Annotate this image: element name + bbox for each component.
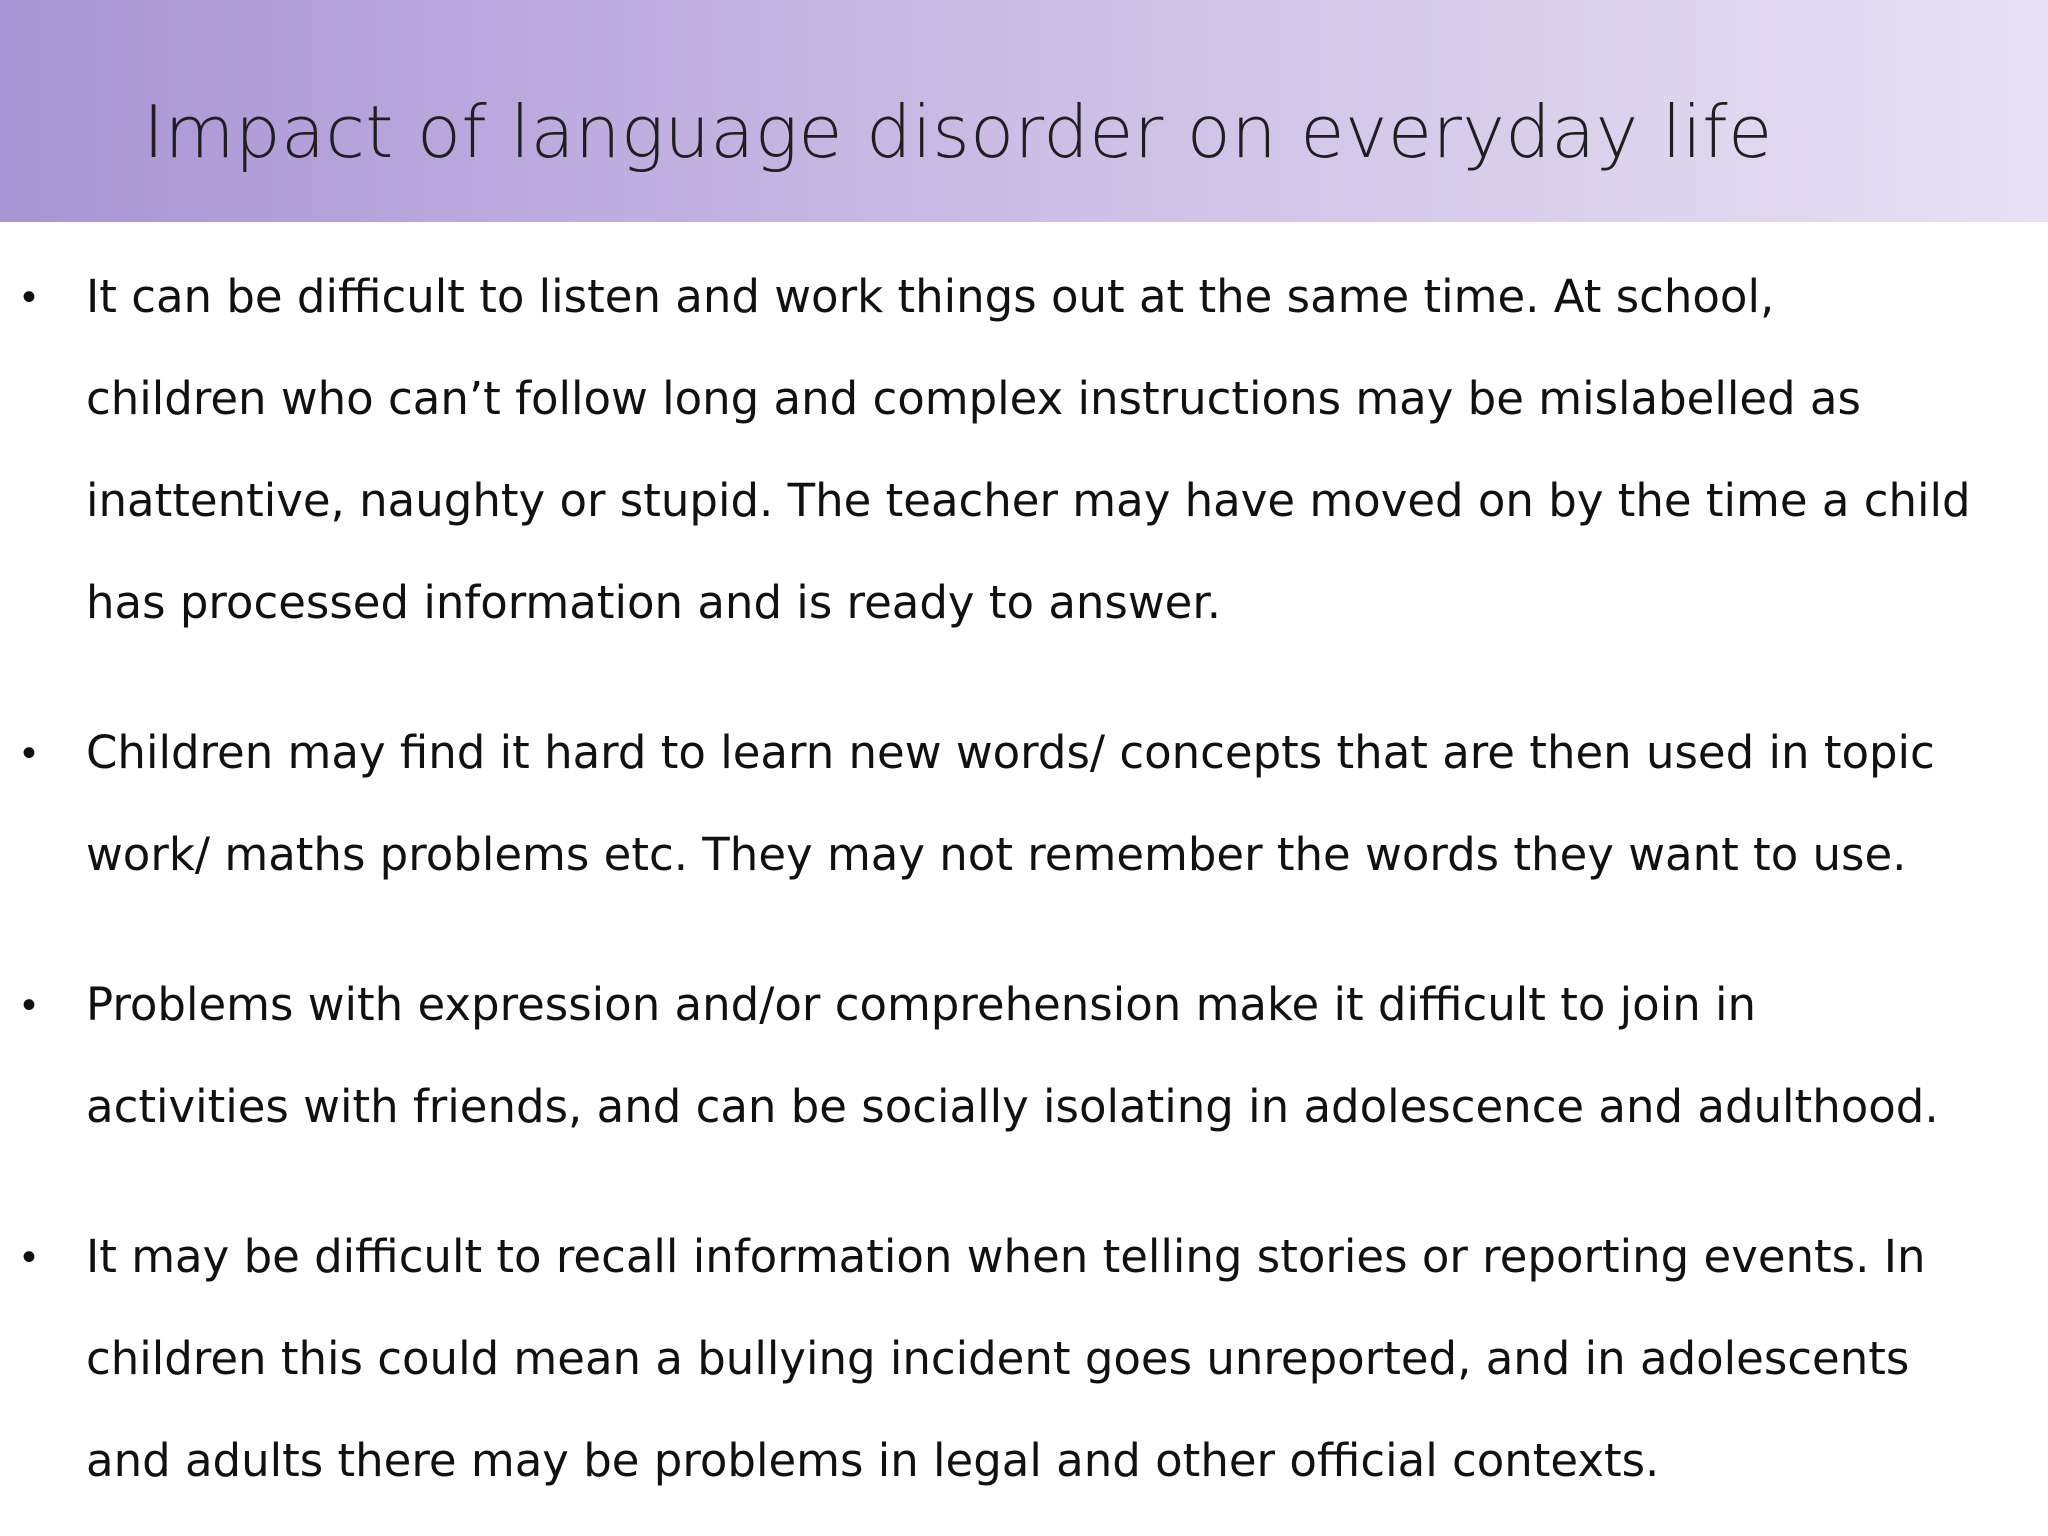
bullet-item-4: [0, 1206, 2048, 1512]
title-band: [0, 0, 2048, 222]
bullet-item-3: [0, 954, 2048, 1158]
bullet-text: It can be difficult to listen and work things out at the same time. At school, children who can’t follow long and complex instructions may be mislabelled as inattentive, naughty or stupid. The teacher may have moved on by the time a child has processed information and is ready to answer.: [86, 270, 1971, 629]
bullet-item-1: [0, 246, 2048, 654]
bullet-text: Children may find it hard to learn new words/ concepts that are then used in topic work/ maths problems etc. They may not remember the words they want to use.: [86, 726, 1935, 881]
bullet-list: [0, 246, 2048, 1512]
bullet-marker: •: [22, 983, 37, 1027]
bullet-item-2: [0, 702, 2048, 906]
bullet-text: Problems with expression and/or comprehension make it difficult to join in activities with friends, and can be socially isolating in adolescence and adulthood.: [86, 978, 1939, 1133]
bullet-marker: •: [22, 275, 37, 319]
bullet-marker: •: [22, 1235, 37, 1279]
bullet-marker: •: [22, 731, 37, 775]
slide-title: Impact of language disorder on everyday life: [143, 90, 1773, 174]
bullet-text: It may be difficult to recall information when telling stories or reporting events. In children this could mean a bullying incident goes unreported, and in adolescents and adults there may be problems in legal and other official contexts.: [86, 1230, 1926, 1487]
